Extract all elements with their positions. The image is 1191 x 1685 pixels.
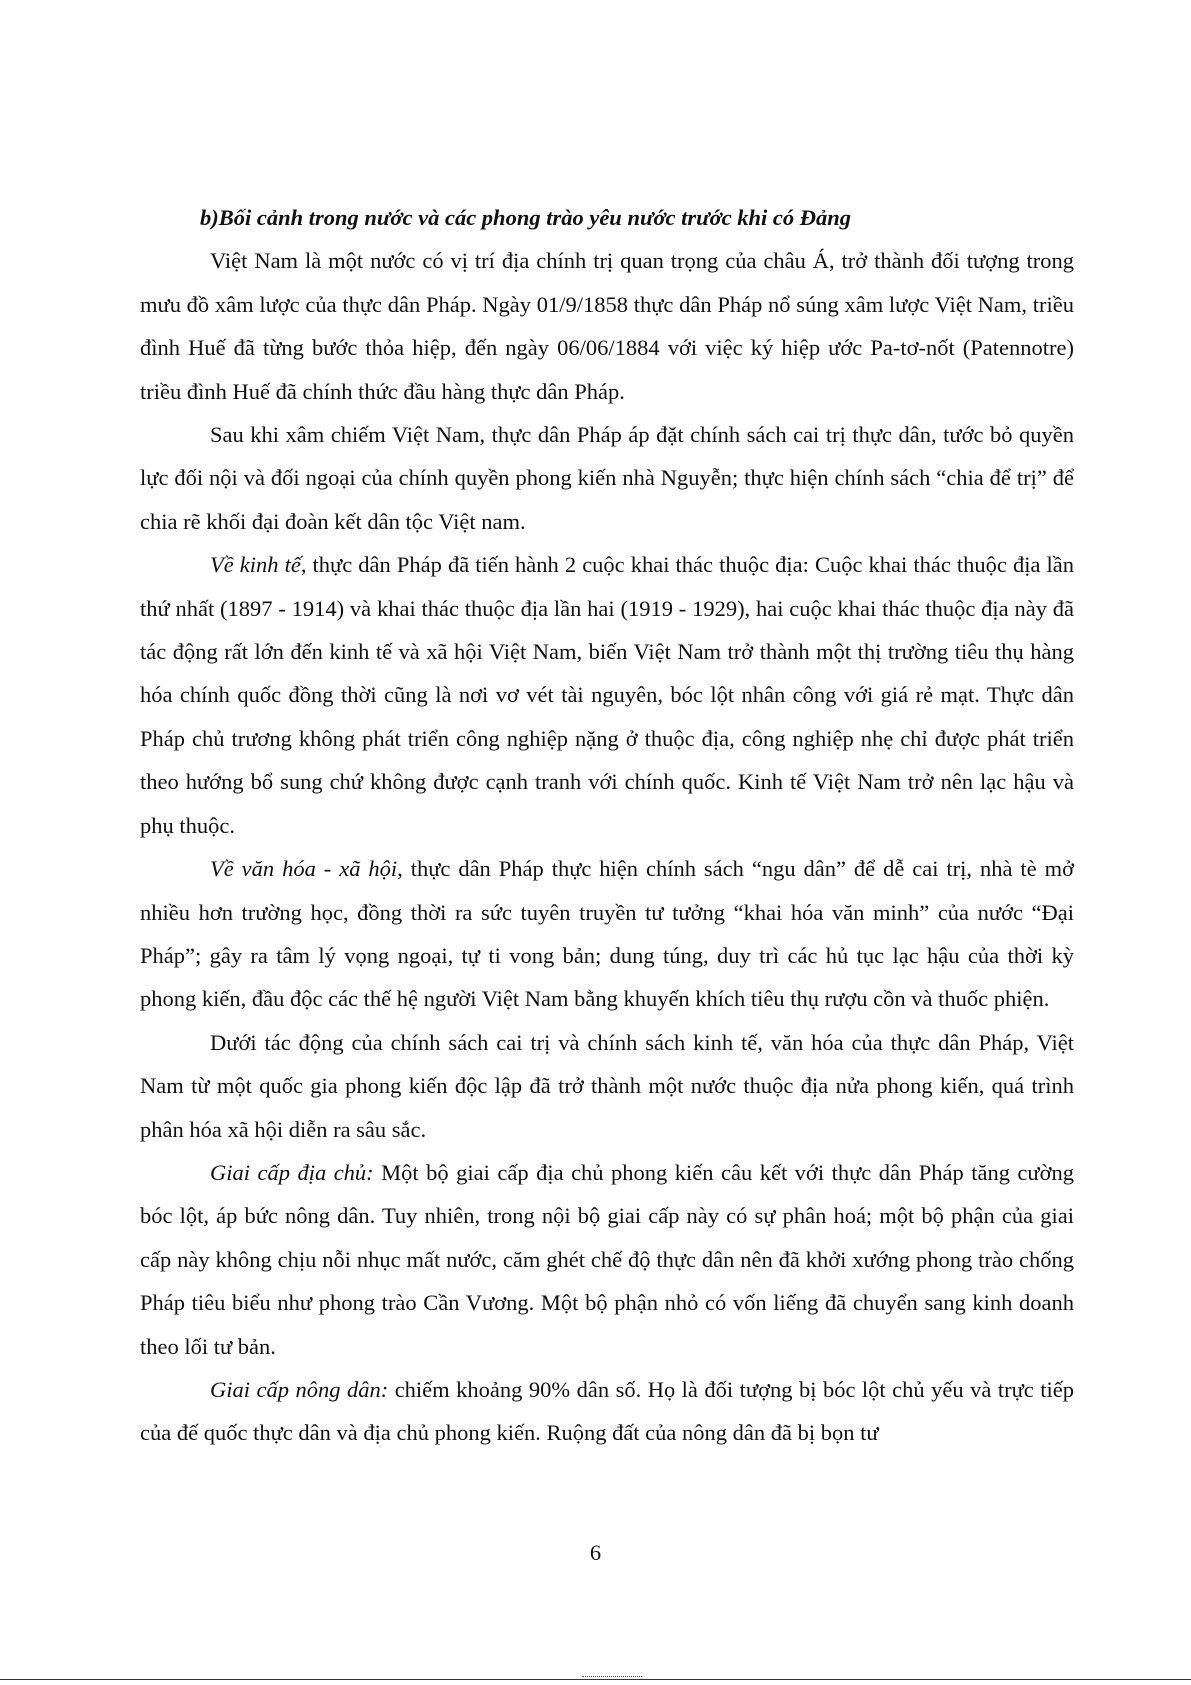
paragraph-economy-text: , thực dân Pháp đã tiến hành 2 cuộc khai thác thuộc địa: Cuộc khai thác thuộc địa lần thứ nhất (1897 - 1914) và khai thác thuộc địa lần hai (1919 - 1929), hai cuộc khai thác thuộc địa này đã tác động rất lớn đến kinh tế và xã hội Việt Nam, biến Việt Nam trở thành một thị trường tiêu thụ hàng hóa chính quốc đồng thời cũng là nơi vơ vét tài nguyên, bóc lột nhân công với giá rẻ mạt. Thực dân Pháp chủ trương không phát triển công nghiệp nặng ở thuộc địa, công nghiệp nhẹ chỉ được phát triển theo hướng bổ sung chứ không được cạnh tranh với chính quốc. Kinh tế Việt Nam trở nên lạc hậu và phụ thuộc. (140, 552, 1074, 838)
paragraph-2-text: Sau khi xâm chiếm Việt Nam, thực dân Pháp áp đặt chính sách cai trị thực dân, tước bỏ quyền lực đối nội và đối ngoại của chính quyền phong kiến nhà Nguyễn; thực hiện chính sách “chia để trị” để chia rẽ khối đại đoàn kết dân tộc Việt nam. (140, 422, 1074, 534)
paragraph-5-text: Dưới tác động của chính sách cai trị và chính sách kinh tế, văn hóa của thực dân Pháp, Việt Nam từ một quốc gia phong kiến độc lập đã trở thành một nước thuộc địa nửa phong kiến, quá trình phân hóa xã hội diễn ra sâu sắc. (140, 1029, 1074, 1142)
paragraph-landlord-class-text: Một bộ giai cấp địa chủ phong kiến câu kết với thực dân Pháp tăng cường bóc lột, áp bức nông dân. Tuy nhiên, trong nội bộ giai cấp này có sự phân hoá; một bộ phận của giai cấp này không chịu nỗi nhục mất nước, căm ghét chế độ thực dân nên đã khởi xướng phong trào chống Pháp tiêu biểu như phong trào Cần Vương. Một bộ phận nhỏ có vốn liếng đã chuyển sang kinh doanh theo lối tư bản. (140, 1159, 1075, 1359)
page-number: 6 (589, 1540, 602, 1565)
page-content (140, 196, 1074, 1455)
paragraph-culture-society-lead: Về văn hóa - xã hội (210, 856, 398, 882)
section-heading: b)Bối cảnh trong nước và các phong trào yêu nước trước khi có Đảng (200, 205, 852, 230)
paragraph-peasant-class (140, 1368, 1074, 1455)
paragraph-culture-society (140, 847, 1074, 1021)
paragraph-landlord-class (140, 1151, 1074, 1368)
paragraph-economy-lead: Về kinh tế (210, 552, 301, 578)
paragraph-economy (140, 543, 1074, 847)
paragraph-2 (140, 413, 1074, 543)
paragraph-5 (140, 1021, 1074, 1151)
footer-mark (582, 1676, 642, 1681)
paragraph-peasant-class-text: chiếm khoảng 90% dân số. Họ là đối tượng bị bóc lột chủ yếu và trực tiếp của đế quốc thực dân và địa chủ phong kiến. Ruộng đất của nông dân đã bị bọn tư (140, 1376, 1074, 1446)
paragraph-culture-society-text: , thực dân Pháp thực hiện chính sách “ngu dân” để dễ cai trị, nhà tè mở nhiều hơn trường học, đồng thời ra sức tuyên truyền tư tưởng “khai hóa văn minh” của nước “Đại Pháp”; gây ra tâm lý vọng ngoại, tự ti vong bản; dung túng, duy trì các hủ tục lạc hậu của thời kỳ phong kiến, đầu độc các thế hệ người Việt Nam bằng khuyến khích tiêu thụ rượu cồn và thuốc phiện. (140, 856, 1074, 1012)
paragraph-peasant-class-lead: Giai cấp nông dân: (210, 1376, 389, 1402)
paragraph-landlord-class-lead: Giai cấp địa chủ: (210, 1159, 374, 1185)
paragraph-1 (140, 239, 1074, 413)
paragraph-1-text: Việt Nam là một nước có vị trí địa chính trị quan trọng của châu Á, trở thành đối tượng trong mưu đồ xâm lược của thực dân Pháp. Ngày 01/9/1858 thực dân Pháp nổ súng xâm lược Việt Nam, triều đình Huế đã từng bước thỏa hiệp, đến ngày 06/06/1884 với việc ký hiệp ước Pa-tơ-nốt (Patennotre) triều đình Huế đã chính thức đầu hàng thực dân Pháp. (140, 248, 1074, 404)
